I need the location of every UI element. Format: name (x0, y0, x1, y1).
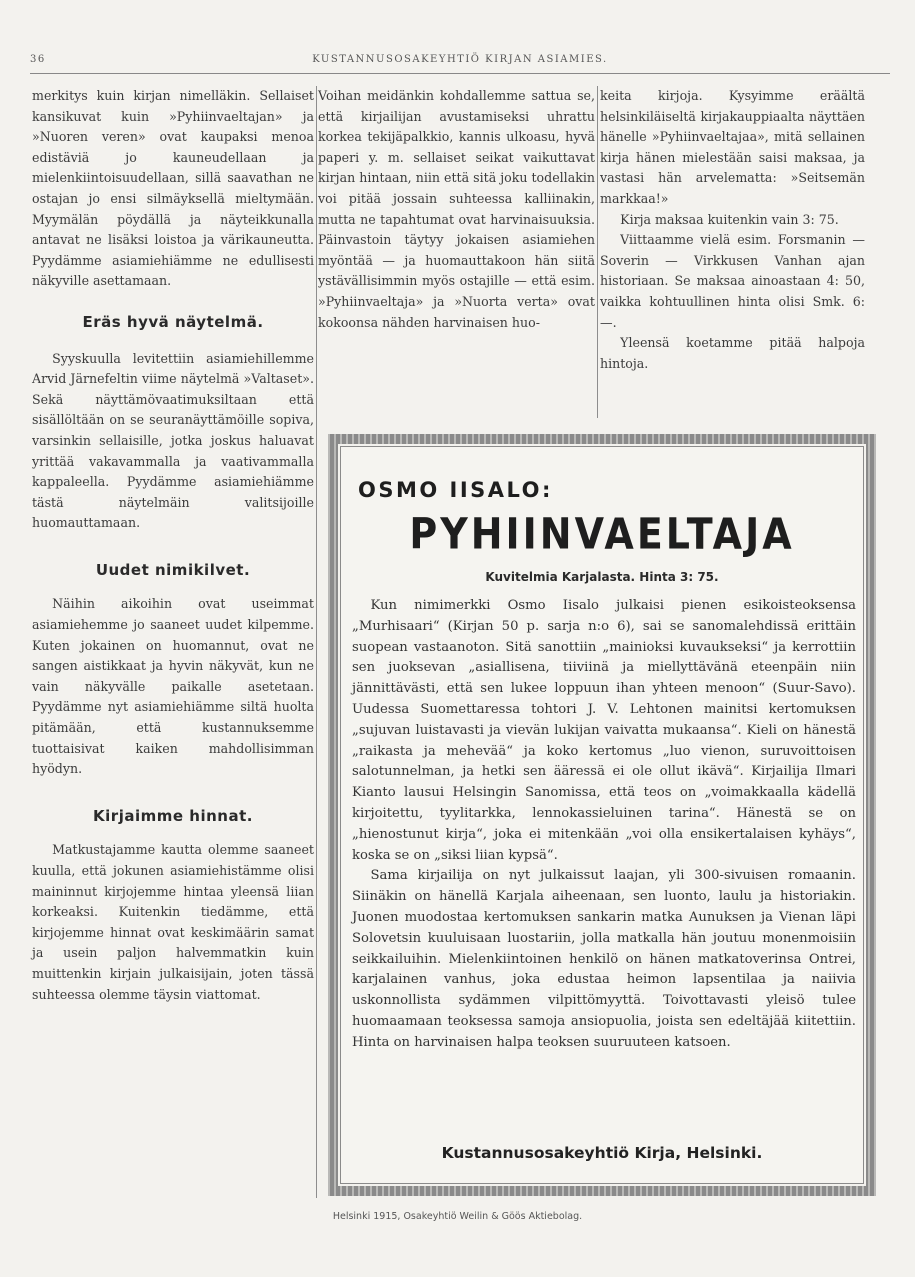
column-middle (318, 86, 595, 333)
column-divider-1 (316, 86, 317, 1198)
right-paragraph-2: Kirja maksaa kuitenkin vain 3: 75. (620, 211, 839, 227)
ad-paragraph-1: Kun nimimerkki Osmo Iisalo julkaisi pienen esikoisteoksensa „Murhisaari“ (Kirjan 50 p. sarja n:o 6), sai se sanomalehdissä erittäin suopean vastaanoton. Sitä sanottiin „mainioksi kuvaukseksi“ ja kerrottiin sen juoksevan „asiallisena, tiiviinä ja miellyttävänä eteenpäin niin jännittävästi, että sen lukee loppuun ihan yhteen menoon“ (Suur-Savo). Uudessa Suomettaressa tohtori J. V. Lehtonen mainitsi kertomuksen „sujuvan luistavasti ja vievän lukijan vaivatta mukaansa“. Kieli on hänestä „raikasta ja mehevää“ ja koko kertomus „luo vienon, suruvoittoisen salotunnelman, ja hetki sen ääressä ei ole ollut ikävä“. Kirjailija Ilmari Kianto lausui Helsingin Sanomissa, että teos on „voimakkaalla kädellä kirjoitettu, tyylitarkka, lennokassieluinen tarina“. Hänestä se on „hienostunut kirja“, joka ei mitenkään „voi olla ensikertalaisen kyhäys“, koska se on „siksi liian kypsä“. (352, 598, 856, 863)
section-heading-nameplates: Uudet nimikilvet. (95, 560, 251, 579)
footer-imprint: Helsinki 1915, Osakeyhtiö Weilin & Göös Aktiebolag. (332, 1211, 583, 1222)
running-header (30, 50, 890, 70)
section-text-nameplates: Näihin aikoihin ovat useimmat asiamiehemme jo saaneet uudet kilpemme. Kuten jokainen on huomannut, ovat ne sangen aistikkaat ja hyvin näkyvät, kun ne vain näkyvälle paikalle asetetaan. Pyydämme nyt asiamiehiämme siltä huolta pitämään, että kustannuksemme tuottaisivat kaiken mahdollisimman hyödyn. (32, 596, 314, 777)
ad-author: OSMO IISALO: (358, 478, 553, 502)
column-right (600, 86, 865, 374)
running-title: KUSTANNUSOSAKEYHTIÖ KIRJAN ASIAMIES. (312, 54, 608, 65)
section-heading-prices: Kirjaimme hinnat. (93, 806, 253, 825)
right-paragraph-1: keita kirjoja. Kysyimme eräältä helsinkiläiseltä kirjakauppiaalta näyttäen hänelle »Pyhiinvaeltajaa», mitä sellainen kirja hänen mielestään saisi maksaa, ja vastasi hän arvelematta: »Seitsemän markkaa!» (600, 88, 865, 206)
middle-paragraph: Voihan meidänkin kohdallemme sattua se, että kirjailijan avustamiseksi uhrattu korkea tekijäpalkkio, kannis ulkoasu, hyvä paperi y. m. sellaiset seikat vaikuttavat kirjan hintaan, niin että sitä joku todellakin voi pitää jossain suhteessa kalliinakin, mutta ne tapahtumat ovat harvinaisuuksia. Päinvastoin täytyy jokaisen asiamiehen myöntää — ja huomauttakoon hän siitä ystävällisimmin myös ostajille — että esim. »Pyhiinvaeltaja» ja »Nuorta verta» ovat kokoonsa nähden harvinaisen huo- (318, 88, 595, 330)
ad-publisher: Kustannusosakeyhtiö Kirja, Helsinki. (441, 1144, 763, 1162)
section-text-prices: Matkustajamme kautta olemme saaneet kuulla, että jokunen asiamiehistämme olisi maininnut kirjojemme hintaa yleensä liian korkeaksi. Kuitenkin tiedämme, että kirjojemme hinnat ovat keskimäärin samat ja usein paljon halvemmatkin kuin muittenkin kirjain julkaisijain, joten tässä suhteessa olemme täysin viattomat. (32, 842, 314, 1002)
intro-paragraph: merkitys kuin kirjan nimelläkin. Sellaiset kansikuvat kuin »Pyhiinvaeltajan» ja »Nuoren veren» ovat kaupaksi menoa edistäviä jo kauneudellaan ja mielenkiintoisuudellaan, sillä saavathan ne ostajan jo ensi silmäyksellä mieltymään. Myymälän pöydällä ja näyteikkunalla antavat ne lisäksi loistoa ja värikauneutta. Pyydämme asiamiehiämme ne edullisesti näkyville asettamaan. (32, 88, 314, 289)
column-left (32, 86, 314, 1005)
ad-paragraph-2: Sama kirjailija on nyt julkaissut laajan, yli 300-sivuisen romaanin. Siinäkin on hänellä Karjala aiheenaan, sen luonto, laulu ja historiakin. Juonen muodostaa kertomuksen sankarin matka Aunuksen ja Vienan läpi Solovetsin kuuluisaan luostariin, jolla matkalla hän joutuu monenmoisiin seikkailuihin. Mielenkiintoinen henkilö on hänen matkatoverinsa Ontrei, karjalainen vanhus, joka edustaa heimon lapsentilaa ja naiivia uskonnollista sydämmen vilpittömyyttä. Toivottavasti yleisö tulee huomaamaan teoksessa samoja ansiopuolia, joista sen edeltäjää kiitettiin. Hinta on harvinaisen halpa teoksen suuruuteen katsoen. (352, 868, 856, 1050)
section-heading-play: Eräs hyvä näytelmä. (82, 312, 264, 331)
section-text-play: Syyskuulla levitettiin asiamiehillemme Arvid Järnefeltin viime näytelmä »Valtaset». Sekä näyttämövaatimuksiltaan että sisällöltään on se seuranäyttämöille sopiva, varsinkin sellaisille, jotka joskus haluavat yrittää vakavammalla ja vaativammalla kappaleella. Pyydämme asiamiehiämme tästä näytelmäin valitsijoille huomauttamaan. (32, 350, 314, 531)
right-paragraph-4: Yleensä koetamme pitää halpoja hintoja. (600, 335, 865, 371)
header-rule (30, 73, 890, 74)
ad-body (352, 596, 856, 1054)
page-number: 36 (30, 54, 46, 65)
ad-subtitle: Kuvitelmia Karjalasta. Hinta 3: 75. (485, 570, 719, 584)
ad-book-title: PYHIINVAELTAJA (409, 509, 795, 559)
column-divider-2 (597, 86, 598, 418)
right-paragraph-3: Viittaamme vielä esim. Forsmanin — Soverin — Virkkusen Vanhan ajan historiaan. Se maksaa ainoastaan 4: 50, vaikka kohtuullinen hinta olisi Smk. 6: —. (600, 232, 865, 330)
book-advertisement (328, 434, 876, 1196)
